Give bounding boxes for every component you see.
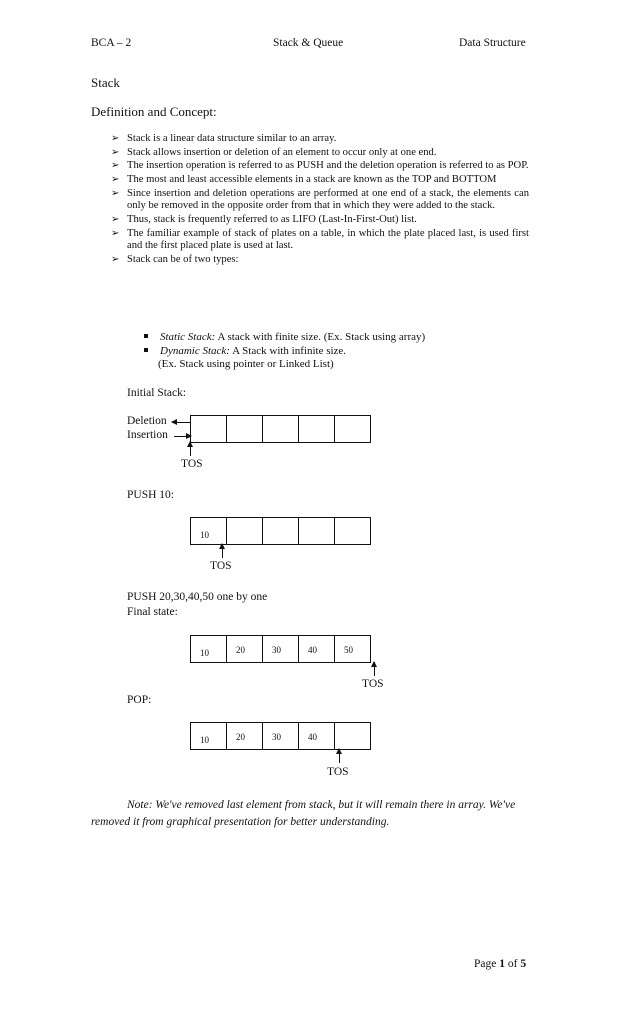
section-subtitle: Definition and Concept:: [91, 104, 217, 119]
stack-cell: [299, 416, 335, 442]
deletion-label: Deletion: [127, 415, 167, 427]
stack-cell: [227, 416, 263, 442]
stack-cell: [335, 518, 371, 544]
stack-types-list: [143, 330, 523, 358]
arrow-bullet-icon: ➢: [111, 254, 120, 265]
tos-arrow-icon: [339, 749, 340, 763]
initial-stack: [190, 415, 371, 443]
arrow-bullet-icon: ➢: [111, 174, 120, 186]
stack-cell: 20: [227, 723, 263, 749]
push10-stack: [190, 517, 371, 545]
push10-label: PUSH 10:: [127, 489, 174, 501]
tos-label: TOS: [327, 766, 349, 778]
stack-cell: 10: [191, 723, 227, 749]
section-title: Stack: [91, 75, 120, 90]
stack-cell: 20: [227, 636, 263, 662]
list-item: ➢ Stack allows insertion or deletion of an element to occur only at one end.: [111, 146, 437, 158]
stack-cell: 30: [263, 723, 299, 749]
insertion-arrow-icon: [174, 436, 191, 437]
tos-label: TOS: [181, 458, 203, 470]
pop-stack: [190, 722, 371, 750]
square-bullet-icon: [144, 348, 148, 352]
stack-cell: [299, 518, 335, 544]
list-item: ➢ The familiar example of stack of plates on a table, in which the plate placed last, is used first and the first placed plate is used at last.: [111, 227, 529, 252]
stack-cell: 10: [191, 636, 227, 662]
stack-cell: [227, 518, 263, 544]
stack-cell: 10: [191, 518, 227, 544]
tos-label: TOS: [210, 560, 232, 572]
pop-label: POP:: [127, 694, 152, 706]
square-bullet-icon: [144, 334, 148, 338]
arrow-bullet-icon: ➢: [111, 160, 120, 172]
header-center: Stack & Queue: [273, 37, 344, 49]
stack-cell: 50: [335, 636, 371, 662]
tos-arrow-icon: [222, 544, 223, 558]
insertion-label: Insertion: [127, 429, 168, 441]
initial-stack-label: Initial Stack:: [127, 387, 187, 399]
stack-cell: [335, 723, 371, 749]
final-state-stack: [190, 635, 371, 663]
bullet-list: [111, 133, 529, 268]
arrow-bullet-icon: ➢: [111, 227, 120, 239]
arrow-bullet-icon: ➢: [111, 214, 120, 226]
tos-arrow-icon: [374, 662, 375, 676]
stack-cell: [263, 518, 299, 544]
stack-cell: [335, 416, 371, 442]
list-item: ➢ The insertion operation is referred to as PUSH and the deletion operation is referred to as POP.: [111, 160, 529, 172]
list-item: Dynamic Stack: A Stack with infinite size.: [143, 344, 523, 358]
list-item: ➢ The most and least accessible elements in a stack are known as the TOP and BOTTOM: [111, 174, 497, 186]
header-left: BCA – 2: [91, 37, 132, 49]
list-item: Static Stack: A stack with finite size. (Ex. Stack using array): [143, 330, 523, 344]
list-item: ➢ Thus, stack is frequently referred to as LIFO (Last-In-First-Out) list.: [111, 214, 417, 226]
stack-cell: [191, 416, 227, 442]
arrow-bullet-icon: ➢: [111, 187, 120, 199]
list-item: ➢ Stack can be of two types:: [111, 254, 239, 265]
push-many-label: PUSH 20,30,40,50 one by one: [127, 591, 268, 603]
stack-cell: 40: [299, 723, 335, 749]
arrow-bullet-icon: ➢: [111, 146, 120, 158]
list-item: ➢ Since insertion and deletion operations are performed at one end of a stack, the elements can only be removed in the opposite order from that in which they were added to the stack.: [111, 187, 529, 212]
header-right: Data Structure: [459, 37, 526, 49]
arrow-bullet-icon: ➢: [111, 133, 120, 144]
note-paragraph: Note: We've removed last element from stack, but it will remain there in array. We've removed it from graphical presentation for better understanding.: [91, 799, 516, 828]
types-continuation: (Ex. Stack using pointer or Linked List): [158, 358, 334, 370]
final-state-label: Final state:: [127, 606, 178, 618]
page-footer: Page 1 of 5: [474, 958, 527, 970]
list-item: ➢ Stack is a linear data structure similar to an array.: [111, 133, 337, 144]
stack-cell: 40: [299, 636, 335, 662]
stack-cell: 30: [263, 636, 299, 662]
stack-cell: [263, 416, 299, 442]
tos-label: TOS: [362, 678, 384, 690]
deletion-arrow-icon: [172, 422, 190, 423]
tos-arrow-icon: [190, 442, 191, 456]
